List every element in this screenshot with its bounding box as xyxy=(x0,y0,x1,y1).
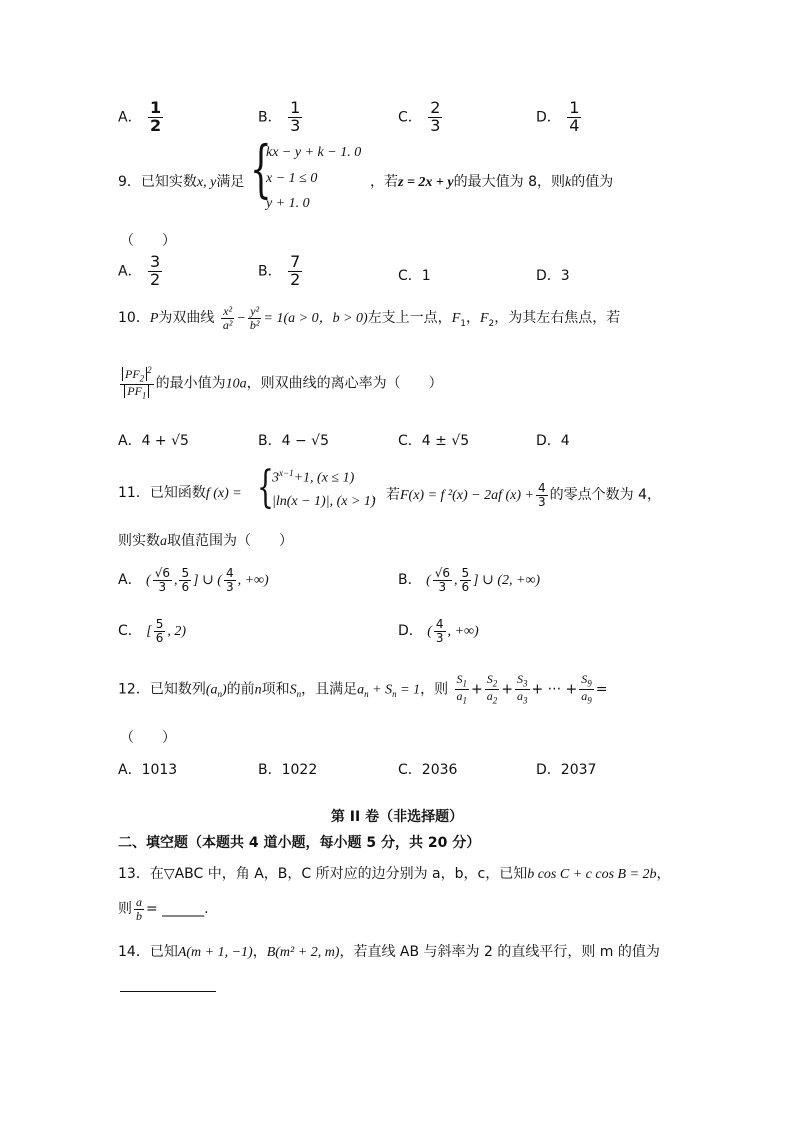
q8-option-d-value: $\frac{1}{4}$ xyxy=(569,98,580,135)
q9-option-d[interactable]: D．3 xyxy=(536,268,570,284)
q12-answer-paren: （ ） xyxy=(120,730,176,746)
q10-option-b[interactable]: B．4 − √5 xyxy=(258,433,329,449)
q12-option-d[interactable]: D．2037 xyxy=(536,762,597,778)
q12-option-b[interactable]: B．1022 xyxy=(258,762,318,778)
q9-answer-paren: （ ） xyxy=(120,233,176,249)
q12-option-a[interactable]: A．1013 xyxy=(118,762,178,778)
q8-option-b[interactable]: B． $\frac{1}{3}$ xyxy=(258,98,301,135)
q9-option-c[interactable]: C．1 xyxy=(398,268,431,284)
q11-option-a[interactable]: A． ( $\frac{√6}{3}$ , $\frac{5}{6}$ ] ∪ ( $\frac{4}{3}$ , +∞) xyxy=(118,566,269,594)
q9-option-b[interactable]: B． $\frac{7}{2}$ xyxy=(258,252,301,289)
q11-case-1: $3^{x-1}+1$, (x ≤ 1) xyxy=(272,468,355,486)
q10-option-a[interactable]: A．4 + √5 xyxy=(118,433,189,449)
q10-y2-b2: $\frac{\text{y²}}{\text{b²}}$ xyxy=(249,304,260,332)
q11-option-c[interactable]: C． [ $\frac{5}{6}$ , 2) xyxy=(118,617,186,645)
section-2-title: 二、填空题（本题共 4 道小题，每小题 5 分，共 20 分） xyxy=(118,835,481,851)
q12-option-c[interactable]: C．2036 xyxy=(398,762,458,778)
q8-option-d[interactable]: D． $\frac{1}{4}$ xyxy=(536,98,580,135)
q14-answer-blank[interactable] xyxy=(120,991,216,992)
q10-x2-a2: $\frac{\text{x²}}{\text{a²}}$ xyxy=(222,304,233,332)
q8-option-a-value: $\frac{1}{2}$ xyxy=(150,98,162,135)
q8-option-c-value: $\frac{2}{3}$ xyxy=(430,98,441,135)
part-2-title: 第 II 卷（非选择题） xyxy=(330,809,464,825)
q10-option-d[interactable]: D．4 xyxy=(536,433,570,449)
q9-condition-1: kx − y + k − 1. 0 xyxy=(266,145,362,160)
q10-option-c[interactable]: C．4 ± √5 xyxy=(398,433,470,449)
q10-ratio: $\frac{PF_2^2}{PF_1}$ xyxy=(120,366,154,401)
q9-condition-2: x − 1 ≤ 0 xyxy=(266,171,318,186)
q8-option-b-value: $\frac{1}{3}$ xyxy=(290,98,301,135)
q11-brace: { xyxy=(257,462,274,513)
q11-option-b[interactable]: B． ( $\frac{√6}{3}$ , $\frac{5}{6}$ ] ∪ (2, +∞) xyxy=(398,566,541,594)
q11-option-d[interactable]: D． ( $\frac{4}{3}$ , +∞) xyxy=(398,617,479,645)
q11-case-2: |ln(x − 1)|, (x > 1) xyxy=(272,494,376,509)
q8-option-c[interactable]: C． $\frac{2}{3}$ xyxy=(398,98,441,135)
q9-option-a[interactable]: A． $\frac{3}{2}$ xyxy=(118,252,161,289)
q9-condition-3: y + 1. 0 xyxy=(266,196,310,211)
q8-option-a[interactable]: A． $\frac{1}{2}$ xyxy=(118,98,162,135)
q13-answer-blank[interactable]: = ______. xyxy=(146,901,209,918)
q9-brace: { xyxy=(250,132,272,205)
